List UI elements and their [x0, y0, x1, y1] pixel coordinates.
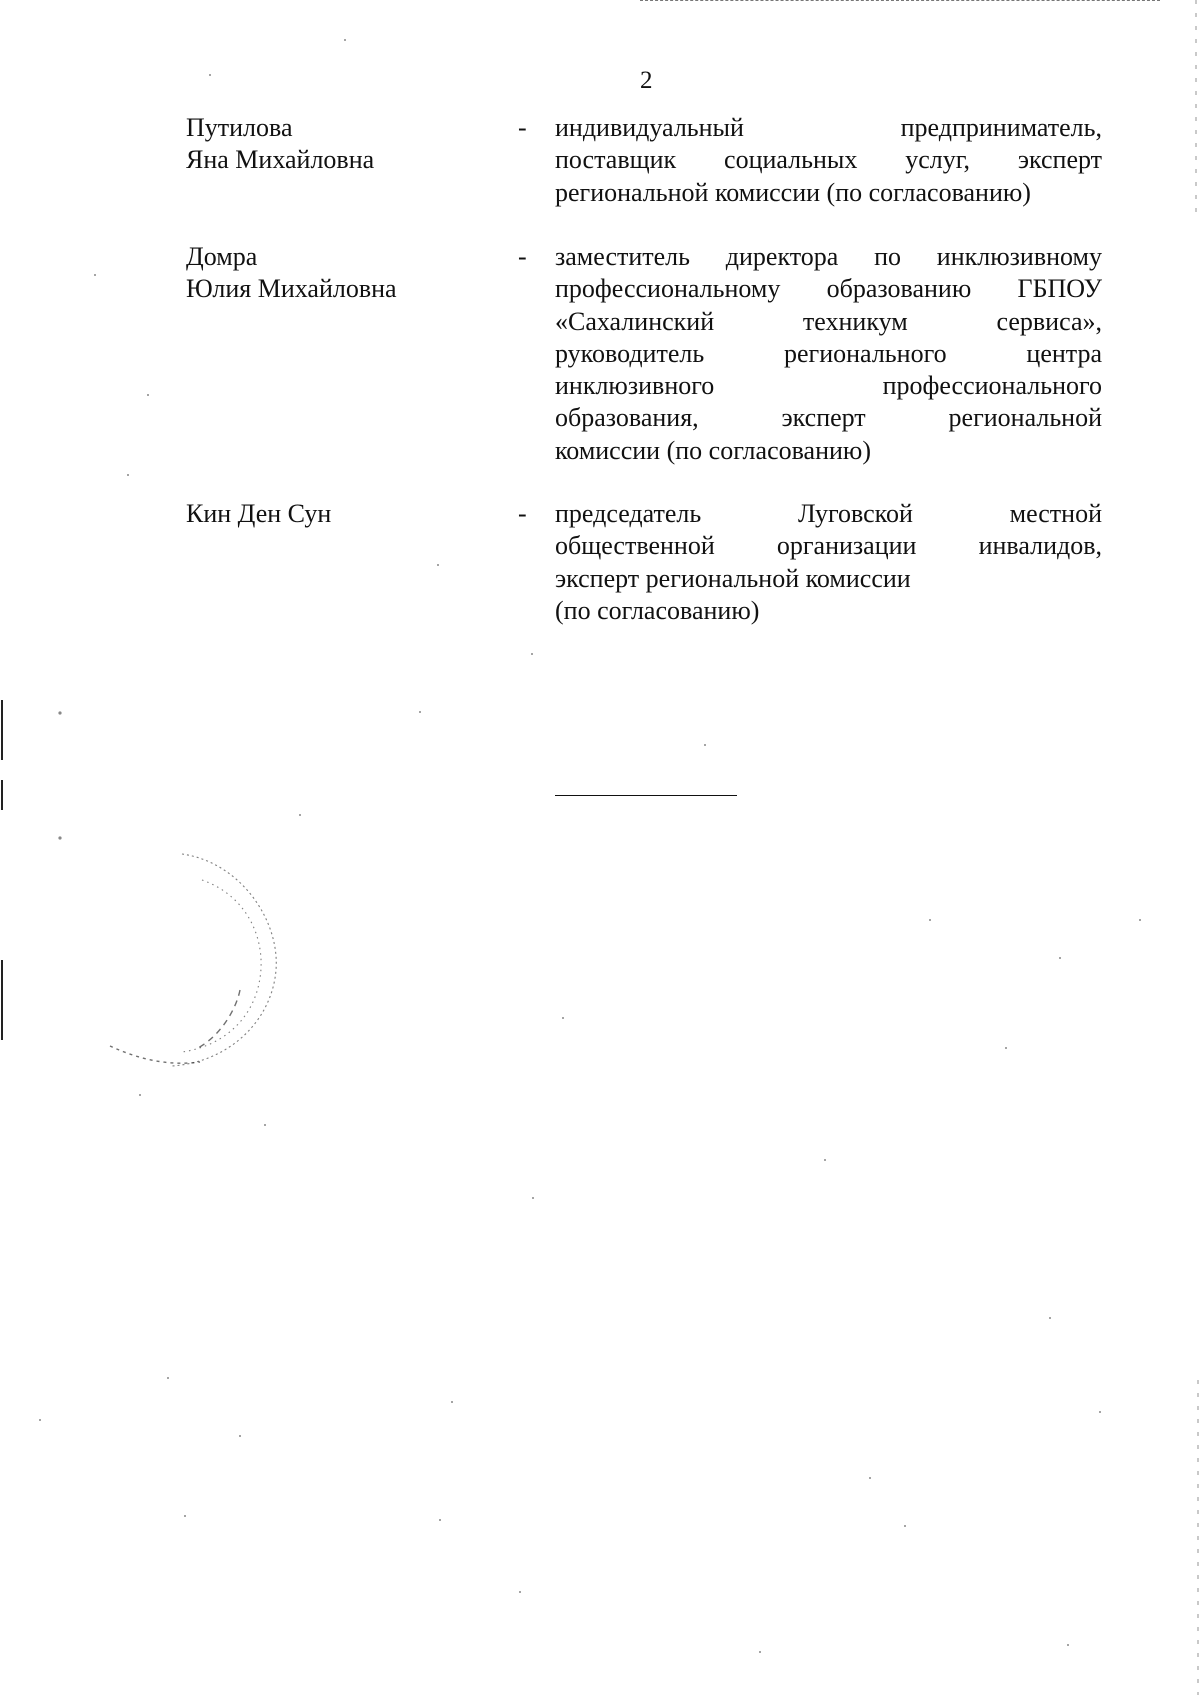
member-name	[186, 241, 486, 305]
position-line: председатель Луговской местной	[555, 499, 1102, 528]
position-line: инклюзивного профессионального	[555, 371, 1102, 401]
member-position	[555, 112, 1102, 209]
position-line: (по согласованию)	[555, 595, 760, 625]
position-line: общественной организации инвалидов,	[555, 531, 1102, 561]
position-line: руководитель регионального центра	[555, 338, 1102, 368]
member-name	[186, 498, 486, 530]
position-line: индивидуальный предприниматель,	[555, 113, 1102, 142]
scan-edge-right	[1186, 0, 1200, 1695]
member-given-names: Яна Михайловна	[186, 145, 375, 174]
entry-dash: -	[518, 242, 527, 271]
position-line: поставщик социальных услуг, эксперт	[555, 145, 1102, 175]
member-full-name: Кин Ден Сун	[186, 499, 332, 528]
position-line: заместитель директора по инклюзивному	[555, 242, 1102, 271]
member-name	[186, 112, 486, 176]
member-position	[555, 498, 1102, 627]
closing-rule	[555, 795, 737, 796]
position-line: профессиональному образованию ГБПОУ	[555, 274, 1102, 304]
position-line: эксперт региональной комиссии	[555, 563, 911, 593]
page-number: 2	[640, 67, 653, 94]
scan-edge-left	[0, 700, 10, 1040]
top-edge-rule	[640, 0, 1160, 1]
entry-dash: -	[518, 499, 527, 528]
position-line: региональной комиссии (по согласованию)	[555, 177, 1031, 207]
member-given-names: Юлия Михайловна	[186, 274, 397, 303]
member-position	[555, 241, 1102, 467]
member-surname: Домра	[186, 242, 258, 271]
stamp-impression	[90, 840, 290, 1080]
position-line: комиссии (по согласованию)	[555, 435, 871, 465]
member-surname: Путилова	[186, 113, 293, 142]
position-line: «Сахалинский техникум сервиса»,	[555, 306, 1102, 336]
position-line: образования, эксперт региональной	[555, 403, 1102, 433]
entry-dash: -	[518, 113, 527, 142]
